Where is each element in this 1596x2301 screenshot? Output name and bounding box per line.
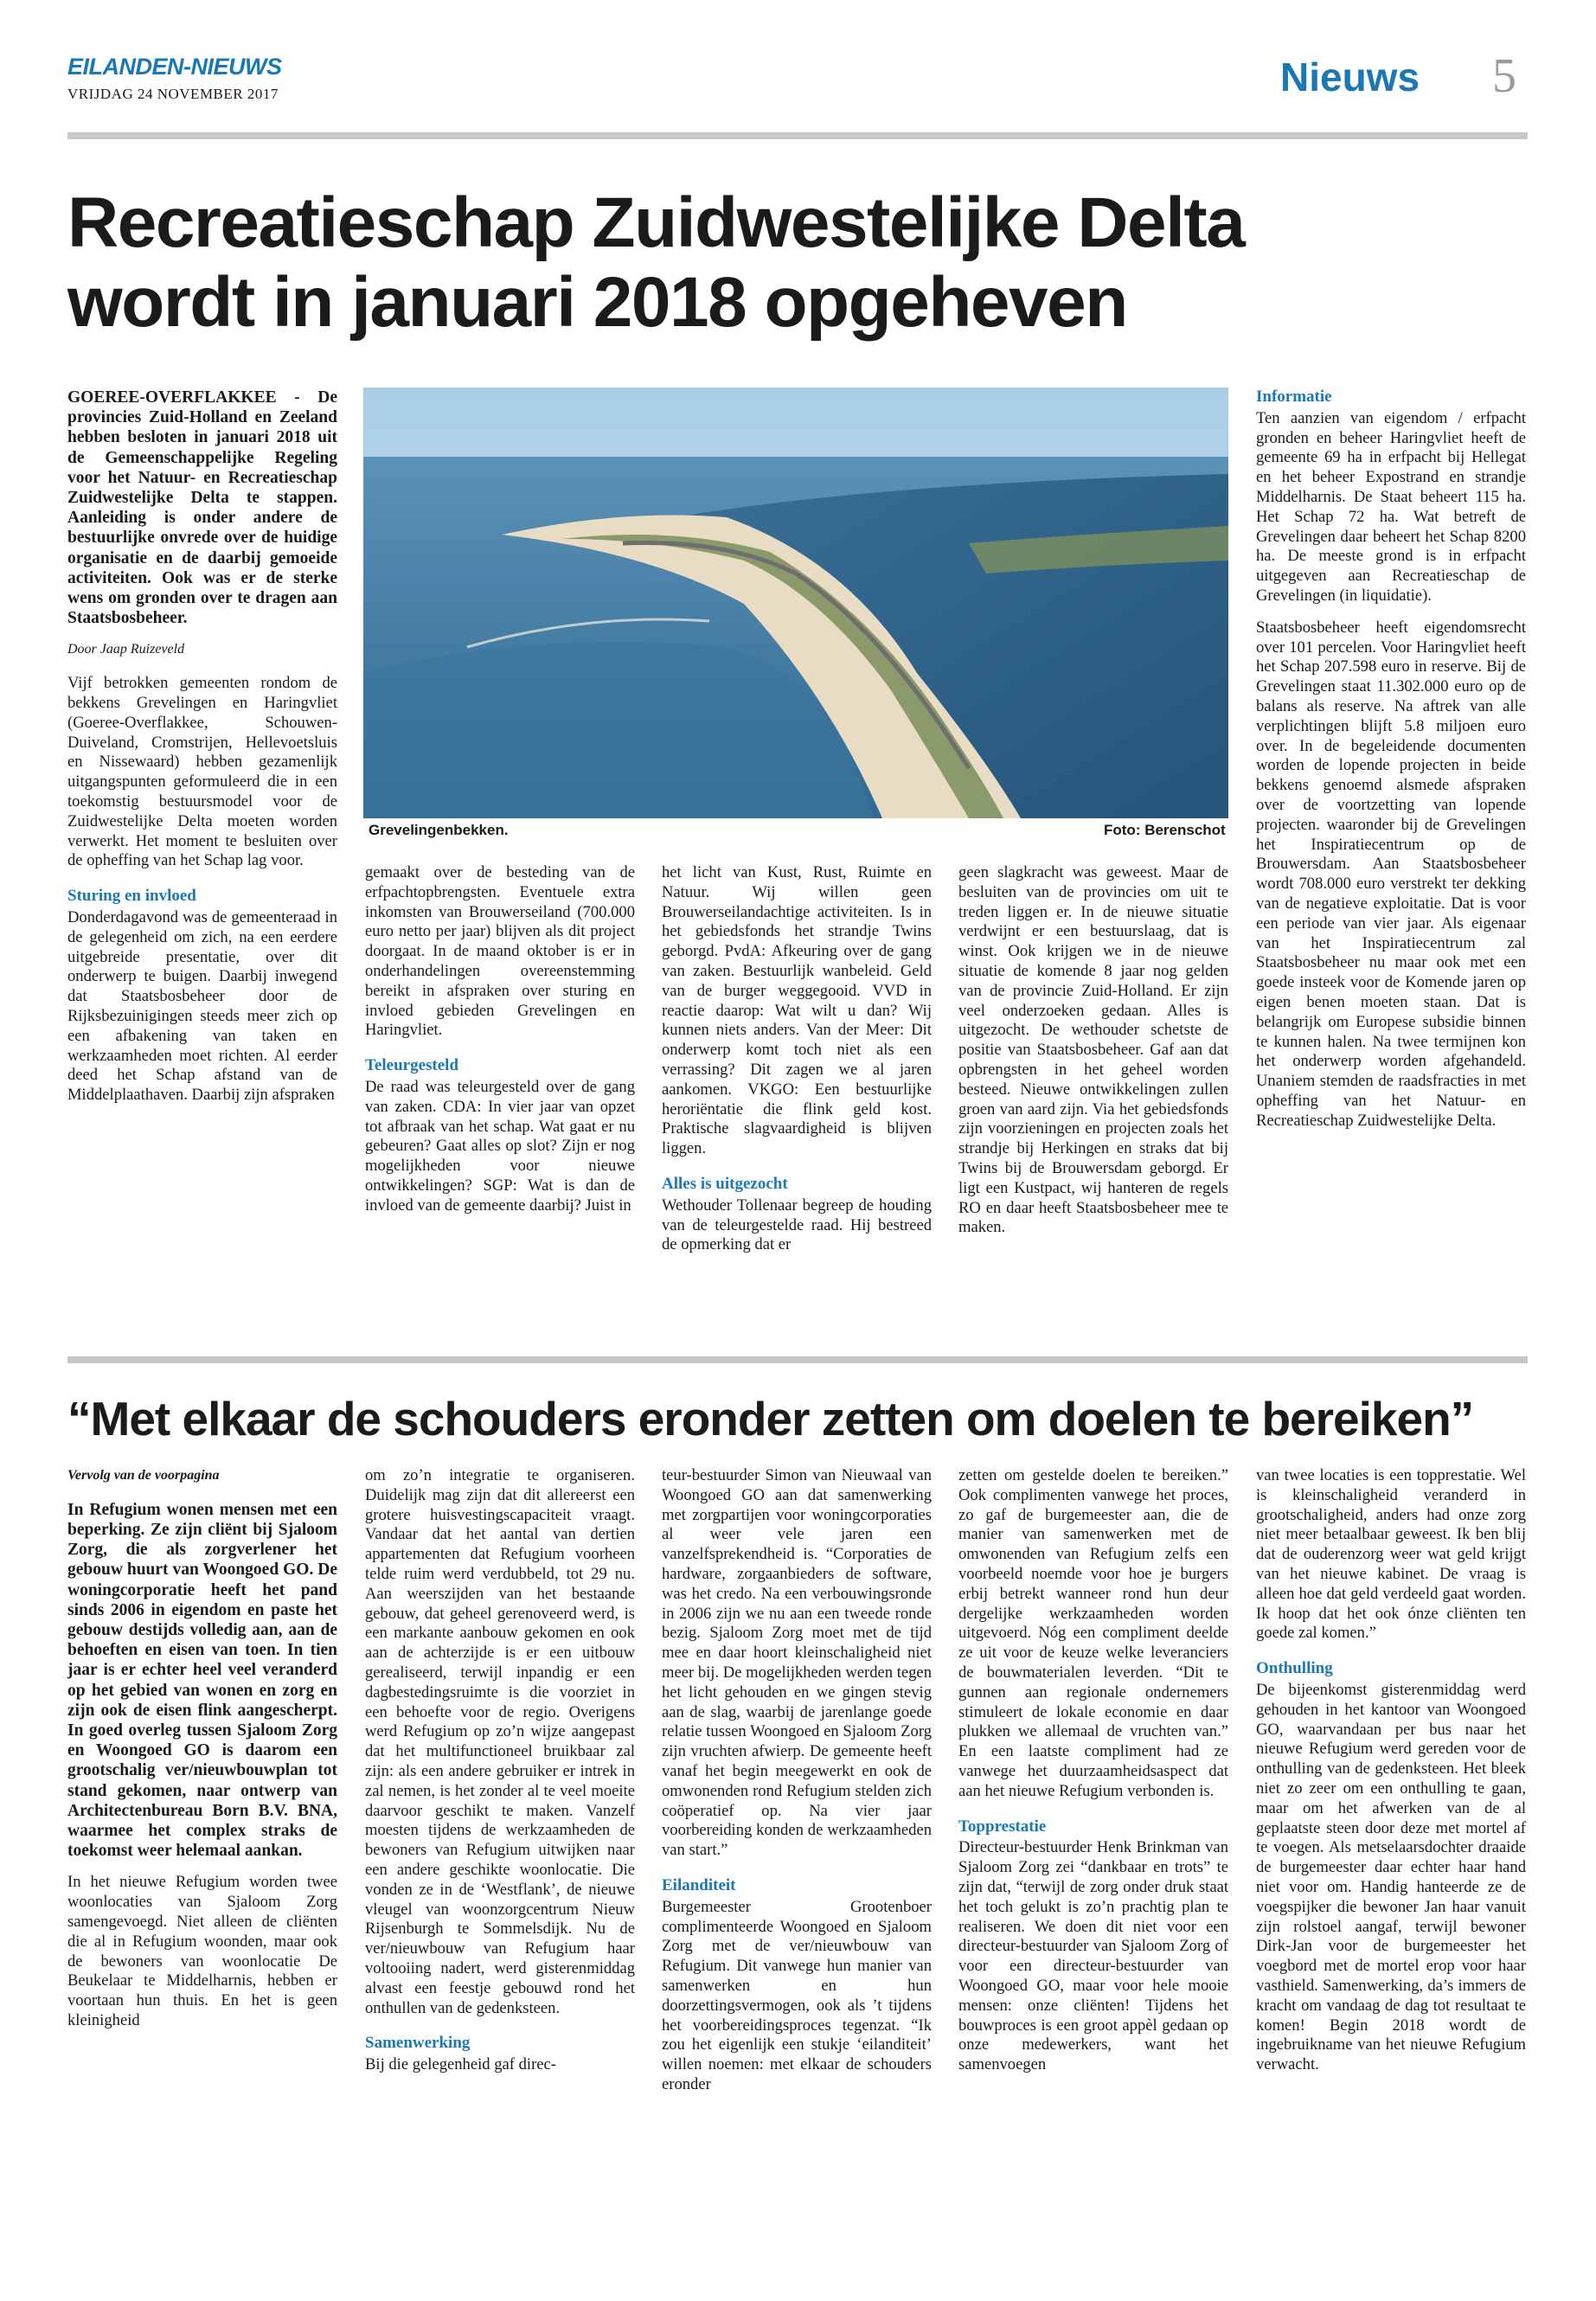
paragraph: Staatsbosbeheer heeft eigendomsrecht over 101 percelen. Voor Haringvliet heeft het Schap 207.598 euro in reserve. Bij de Grevelingen staat 11.302.000 euro op de balans als reserve. Na aftrek van alle verplichtingen blijft 5.8 miljoen euro over. In de begeleidende documenten worden de lopende projecten in beide bekkens genoemd alsmede afspraken over de voortzetting van lopende projecten. waaronder bij de Grevelingen het Inspiratiecentrum op de Brouwersdam. Aan Staatsbosbeheer wordt 708.000 euro verstrekt ter dekking van de negatieve exploitatie. Dat is voor een periode van vier jaar. Als eigenaar van het Inspiratiecentrum zal Staatsbosbeheer nu maar ook met een goede insteek voor de Komende jaren op eigen benen moeten staan. Dat is belangrijk om Europese subsidie binnen te kunnen halen. Na twee termijnen kon het onderwerp worden afgehandeld. Unaniem stemden de raadsfracties in met opheffing van het Natuur- en Recreatieschap Zuidwestelijke Delta. (1256, 618, 1526, 1130)
paragraph: Vijf betrokken gemeenten rondom de bekkens Grevelingen en Haringvliet (Goeree-Overflakkee, Schouwen-Duiveland, Cromstrijen, Hellevoetsluis en Nissewaard) hebben gezamenlijk uitgangspunten geformuleerd die in een toekomstig bestuursmodel voor de Zuidwestelijke Delta moeten worden verwerkt. Het moment te besluiten over de opheffing van het Schap lag voor. (67, 674, 337, 870)
issue-date: VRIJDAG 24 NOVEMBER 2017 (67, 86, 279, 102)
paragraph: Burgemeester Grootenboer complimenteerde Woongoed en Sjaloom Zorg met de ver/nieuwbouw van Refugium. Dit vanwege hun manier van samenwerken en hun doorzettingsvermogen, ook als ’t tijdens het voorbereidingsproces tegenzat. “Ik zou het eigenlijk een stukje ‘eilanditeit’ willen noemen: met elkaar de schouders eronder (662, 1897, 932, 2093)
header-divider (67, 132, 1528, 139)
paragraph: Bij die gelegenheid gaf direc- (365, 2055, 556, 2074)
paragraph: zetten om gestelde doelen te bereiken.” Ook complimenten vanwege het proces, zo gaf de burgemeester aan, die de manier van samenwerken met de omwonenden van Refugium zelfs een voorbeeld noemde voor hoe je burgers erbij betrekt wanneer rond hun deur dergelijke werkzaamheden worden uitgevoerd. Nóg een compliment deelde ze uit voor de keuze welke leveranciers de bouwmaterialen leverden. “Dit te gunnen aan regionale ondernemers stimuleert de lokale economie en daar plukken we allemaal de vruchten van.” En een laatste compliment had ze vanwege het duurzaamheidsaspect dat aan het nieuwe Refugium verbonden is. (958, 1466, 1228, 1800)
article1-column-1 (67, 388, 337, 1118)
article1-headline (67, 183, 1244, 343)
headline-line-1: Recreatieschap Zuidwestelijke Delta (67, 183, 1245, 262)
article1-lead (67, 388, 337, 628)
subheading: Sturing en invloed (67, 887, 196, 906)
lead-dateline: GOEREE-OVERFLAKKEE - (67, 388, 318, 407)
article2-lead: In Refugium wonen mensen met een beperking. Ze zijn cliënt bij Sjaloom Zorg, die als zorgverlener het gebouw huurt van Woongoed GO. De woningcorporatie heeft het pand sinds 2006 in eigendom en paste het gebouw destijds volledig aan, aan de behoeften en eisen van toen. In tien jaar is er echter heel veel veranderd op het gebied van wonen en zorg en zijn ook de eisen flink aangescherpt. In goed overleg tussen Sjaloom Zorg en Woongoed GO is daarom een grootschalig ver/nieuwbouwplan tot stand gekomen, naar ontwerp van Architectenbureau Born B.V. BNA, waarmee het complex straks de toekomst weer helemaal aankan. (67, 1500, 337, 1861)
article-divider (67, 1356, 1528, 1363)
article2-column-4 (958, 1466, 1228, 2087)
article1-column-2 (365, 863, 635, 1228)
article1-column-3 (662, 863, 932, 1267)
subheading: Onthulling (1256, 1659, 1333, 1678)
subheading: Samenwerking (365, 2034, 471, 2053)
paragraph: teur-bestuurder Simon van Nieuwaal van Woongoed GO aan dat samenwerking met zorgpartijen voor woningcorporaties al weer vele jaren een vanzelfsprekendheid is. “Corporaties de hardware, zorgaanbieders de software, was het credo. Na een verbouwingsronde in 2006 zijn we nu aan een tweede ronde bezig. Sjaloom Zorg moet met de tijd mee en daar hoort kleinschaligheid niet meer bij. De mogelijkheden werden tegen het licht gehouden en we gingen stevig aan de slag, waarbij de jarenlange goede relatie tussen Woongoed en Sjaloom Zorg zijn vruchten afwierp. De gemeente heeft vanaf het begin meegewerkt en ook de omwonenden rond Refugium stelden zich coöperatief op. Na vier jaar voorbereiding konden de werkzaamheden van start.” (662, 1466, 932, 1860)
subheading: Teleurgesteld (365, 1056, 459, 1075)
subheading: Eilanditeit (662, 1875, 736, 1894)
paragraph: gemaakt over de besteding van de erfpachtopbrengsten. Eventuele extra inkomsten van Brouwerseiland (700.000 euro netto per jaar) blijven als dit project doorgaat. In de maand oktober is er in onderhandelingen overeenstemming bereikt in afspraken over sturing en invloed gebieden Grevelingen en Haringvliet. (365, 863, 635, 1040)
page-number: 5 (1492, 49, 1516, 103)
paragraph: In het nieuwe Refugium worden twee woonlocaties van Sjaloom Zorg samengevoegd. Niet alleen de cliënten die al in Refugium woonden, maar ook de bewoners van woonlocatie De Beukelaar te Middelharnis, hebben er voortaan hun thuis. En het is geen kleinigheid (67, 1873, 337, 2030)
article2-column-5 (1256, 1466, 1526, 2087)
subheading: Topprestatie (958, 1817, 1047, 1836)
continuation-kicker: Vervolg van de voorpagina (67, 1468, 220, 1483)
lead-text: De provincies Zuid-Holland en Zeeland hebben besloten in januari 2018 uit de Gemeenschappelijke Regeling voor het Natuur- en Recreatieschap Zuidwestelijke Delta te stappen. Aanleiding is onder andere de bestuurlijke onvrede over de huidige organisatie en de daarbij gemoeide activiteiten. Ook was er de sterke wens om gronden over te dragen aan Staatsbosbeheer. (67, 388, 337, 628)
photo-caption: Grevelingenbekken. (369, 822, 509, 838)
paragraph: Ten aanzien van eigendom / erfpacht gronden en beheer Haringvliet heeft de gemeente 69 ha in erfpacht bij Hellegat en het beheer Expostrand en strandje Middelharnis. De Staat beheert 115 ha. Het Schap 72 ha. Wat betreft de Grevelingen daar beheert het Schap 8200 ha. De meeste grond is in erfpacht uitgegeven aan Recreatieschap de Grevelingen (in liquidatie). (1256, 408, 1526, 605)
paragraph: het licht van Kust, Rust, Ruimte en Natuur. Wij willen geen Brouwerseilandachtige activiteiten. Is in het gebiedsfonds het strandje Twins geborgd. PvdA: Afkeuring over de gang van zaken. Bestuurlijk wanbeleid. Geld van de burger weggegooid. VVD in reactie daarop: Wat wilt u dan? Wij kunnen niets anders. Van der Meer: Dit onderwerp komt toch niet als een verrassing? Dit zagen we al jaren aankomen. VKGO: Een bestuurlijke heroriëntatie die flink geld kost. Praktische slagvaardigheid is blijven liggen. (662, 863, 932, 1158)
article2-column-2 (365, 1466, 635, 2087)
article2-headline: “Met elkaar de schouders eronder zetten om doelen te bereiken” (67, 1392, 1474, 1445)
paragraph: van twee locaties is een topprestatie. Wel is kleinschaligheid veranderd in grootschaligheid, anders had onze zorg niet meer betaalbaar geweest. Ik ben blij dat de ouderenzorg weer wat geld krijgt van het nieuwe kabinet. De vraag is alleen hoe dat geld verdeeld gaat worden. Ik hoop dat het ook ónze cliënten ten goede zal komen.” (1256, 1466, 1526, 1643)
photo-illustration (363, 388, 1228, 818)
subheading: Alles is uitgezocht (662, 1174, 788, 1193)
article2-column-3 (662, 1466, 932, 2107)
info-box-title: Informatie (1256, 388, 1332, 406)
aerial-photo-grevelingen (363, 388, 1228, 818)
photo-credit: Foto: Berenschot (1104, 822, 1226, 838)
masthead-logo: EILANDEN-NIEUWS (67, 54, 282, 80)
paragraph: De raad was teleurgesteld over de gang van zaken. CDA: In vier jaar van opzet tot afbraak van het schap. Wat gaat er nu gebeuren? Gaat alles op slot? Zijn er nog mogelijkheden voor nieuwe ontwikkelingen? SGP: Wat is dan de invloed van de gemeente daarbij? Juist in (365, 1077, 635, 1215)
paragraph: De bijeenkomst gisterenmiddag werd gehouden in het kantoor van Woongoed GO, waarvandaan per bus naar het nieuwe Refugium werd gereden voor de onthulling van de gedenksteen. Het bleek niet zo zeer om een onthulling te gaan, maar om het afwerken van de al geplaatste steen door deze met mortel af te voegen. Als metselaarsdochter draaide de burgemeester daar echter haar hand niet voor om. Handig hanteerde ze de voegspijker die bewoner Jan haar vanuit zijn rolstoel aangaf, terwijl bewoner Dirk-Jan voor de burgemeester het voegbord met de mortel erop voor haar vasthield. Samenwerking, da’s immers de kracht om vandaag de dag tot resultaat te komen! Begin 2018 wordt de ingebruikname van het nieuwe Refugium verwacht. (1256, 1680, 1526, 2074)
section-title: Nieuws (1280, 54, 1420, 99)
paragraph: Wethouder Tollenaar begreep de houding van de teleurgestelde raad. Hij bestreed de opmerking dat er (662, 1195, 932, 1254)
article1-column-4 (958, 863, 1228, 1250)
headline-line-2: wordt in januari 2018 opgeheven (67, 262, 1127, 342)
article2-column-1 (67, 1466, 337, 2043)
paragraph: Donderdagavond was de gemeenteraad in de gelegenheid om zich, na een eerdere uitgebreide presentatie, over dit onderwerp te buigen. Daarbij inwegend dat Staatsbosbeheer door de Rijksbezuinigingen steeds meer zich op een afbakening van taken en werkzaamheden moet richten. Al eerder deed het Schap afstand van de Middelplaathaven. Daarbij zijn afspraken (67, 908, 337, 1105)
paragraph: om zo’n integratie te organiseren. Duidelijk mag zijn dat dit allereerst een grotere huisvestingscapaciteit vraagt. Vandaar dat het aantal van dertien appartementen dat Refugium voorheen telde ruim werd verdubbeld, tot 29 nu. Aan weerszijden van het bestaande gebouw, dat geheel gerenoveerd werd, is een markante aanbouw gekomen en ook aan de achterzijde is er een uitbouw gerealiseerd, terwijl inpandig er een dagbestedingsruimte is die voorziet in een behoefte voor de regio. Overigens werd Refugium op zo’n wijze aangepast dat het multifunctioneel bruikbaar zal zijn: als een andere gebruiker er intrek in zal nemen, is het zonder al te veel moeite daarvoor geschikt te maken. Vanzelf moesten tijdens de werkzaamheden de bewoners van Refugium uitwijken naar een andere geschikte woonlocatie. Die vonden ze in de ‘Westflank’, de nieuwe vleugel van woonzorgcentrum Nieuw Rijsenburgh te Sommelsdijk. Nu de ver/nieuwbouw van Refugium haar voltooiing nadert, werd gisterenmiddag alvast een feestje gebouwd rond het onthullen van de gedenksteen. (365, 1466, 635, 2017)
paragraph: geen slagkracht was geweest. Maar de besluiten van de provincies om uit te treden liggen er. In de nieuwe situatie verdwijnt er een bestuurslaag, dat is winst. Ook krijgen we in de nieuwe situatie de komende 8 jaar nog gelden van de provincie Zuid-Holland. Er zijn veel onderzoeken gedaan. Alles is uitgezocht. De wethouder schetste de positie van Staatsbosbeheer. Gaf aan dat opbrengsten in het geheel worden besteed. Nieuwe ontwikkelingen zullen groen van aard zijn. Via het gebiedsfonds zijn voorzieningen en projecten zoals het strandje bij Herkingen en straks dat bij Twins bij de Brouwersdam geborgd. Er ligt een Kustpact, wij hanteren de regels RO en daar heeft Staatsbosbeheer mee te maken. (958, 863, 1228, 1237)
paragraph: Directeur-bestuurder Henk Brinkman van Sjaloom Zorg zei “dankbaar en trots” te zijn dat, “terwijl de zorg onder druk staat het toch gelukt is zo’n prachtig plan te realiseren. We doen dit niet voor een directeur-bestuurder van Sjaloom Zorg of voor een directeur-bestuurder van Woongoed GO, maar voor hele mooie mensen: onze cliënten! Tijdens het bouwproces is een groot appèl gedaan op onze medewerkers, want het samenvoegen (958, 1838, 1228, 2074)
byline: Door Jaap Ruizeveld (67, 642, 185, 657)
info-box (1256, 388, 1526, 1143)
